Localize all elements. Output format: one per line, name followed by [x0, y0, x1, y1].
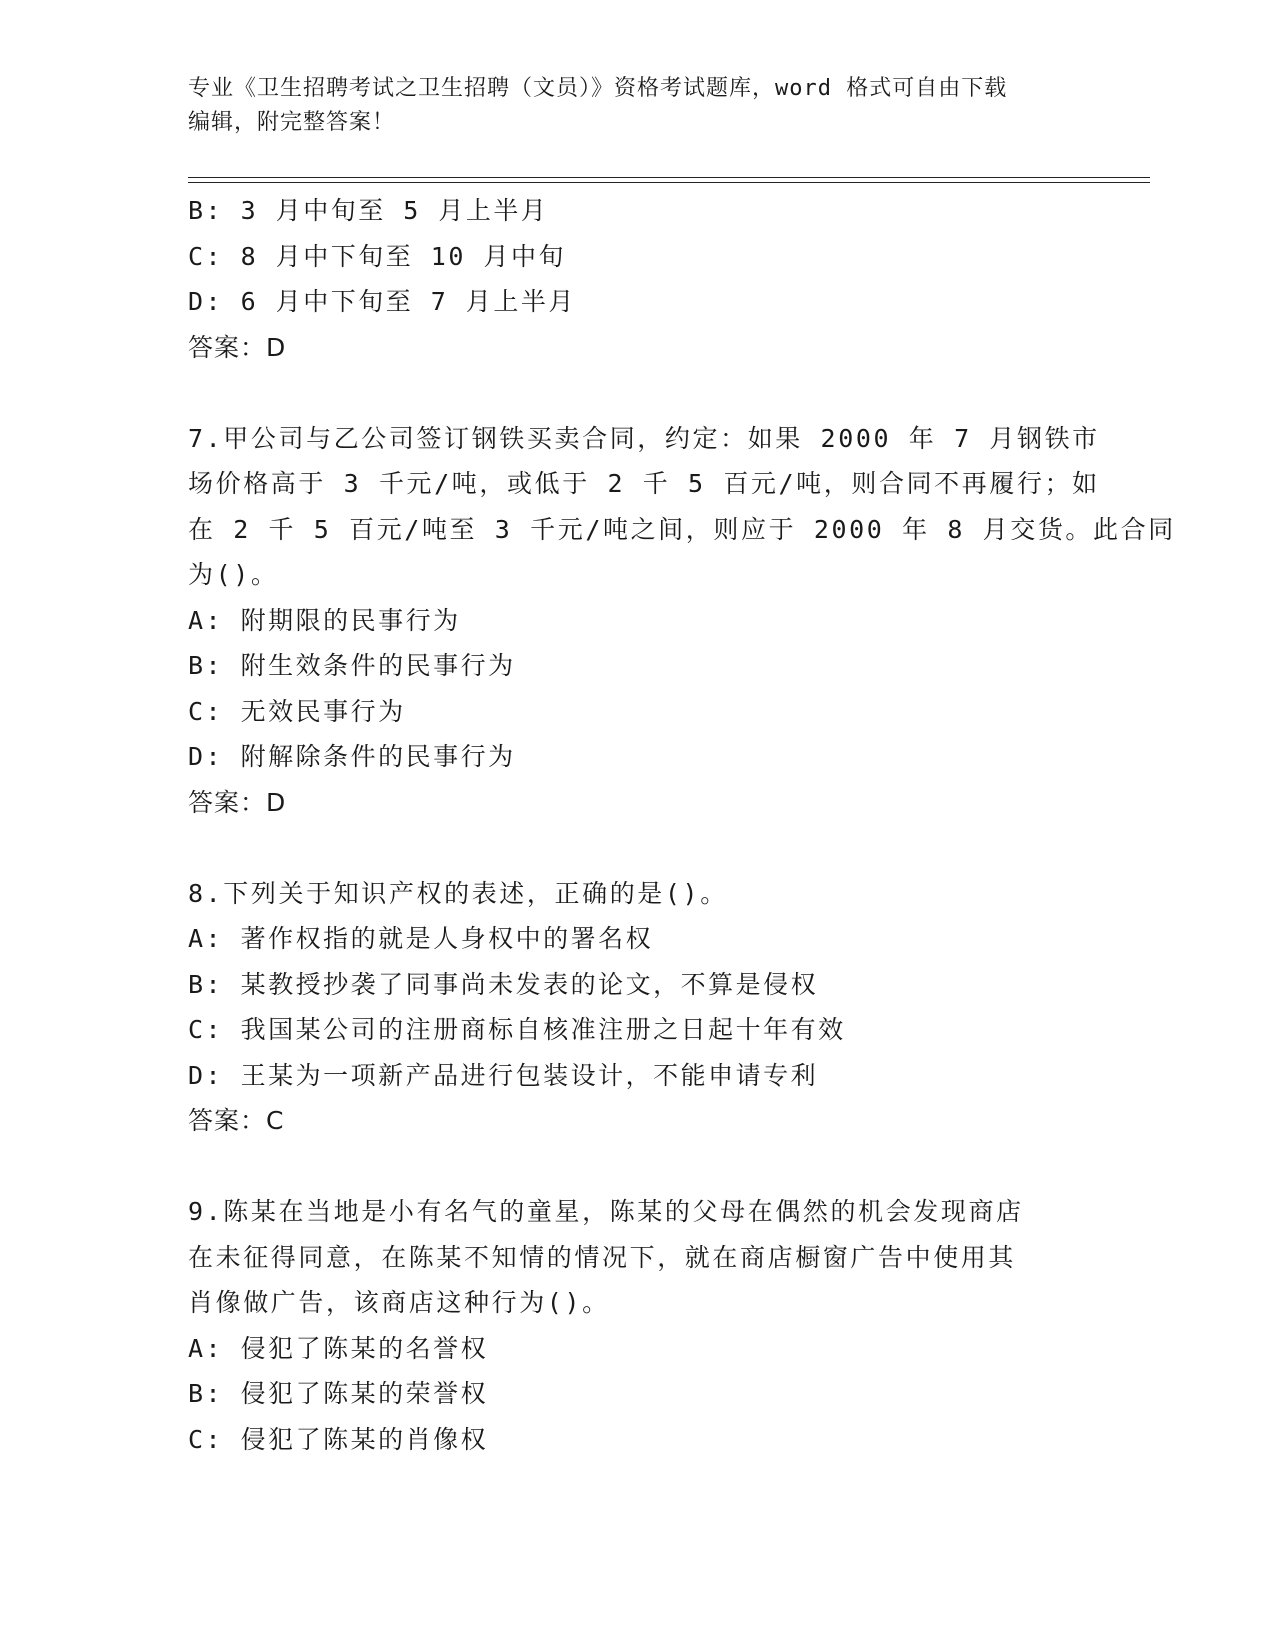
option-a: A: 附期限的民事行为: [188, 605, 461, 635]
option-c: C: 8 月中下旬至 10 月中旬: [188, 241, 566, 271]
question-stem: [188, 1189, 1088, 1326]
question-6-tail: [188, 188, 1088, 370]
option-c: C: 侵犯了陈某的肖像权: [188, 1424, 489, 1454]
header-divider-bottom: [188, 182, 1150, 183]
stem-line: 为()。: [188, 560, 279, 589]
option-c: C: 我国某公司的注册商标自核准注册之日起十年有效: [188, 1015, 846, 1044]
header-line-1: 专业《卫生招聘考试之卫生招聘（文员）》资格考试题库，word 格式可自由下载: [188, 76, 1008, 101]
spacer: [188, 1144, 1088, 1190]
question-8: [188, 871, 1088, 1144]
stem-line: 在未征得同意，在陈某不知情的情况下，就在商店橱窗广告中使用其: [188, 1242, 1017, 1272]
spacer: [188, 825, 1088, 871]
question-9: [188, 1189, 1088, 1462]
header-divider-top: [188, 177, 1150, 178]
stem-line: 在 2 千 5 百元/吨至 3 千元/吨之间，则应于 2000 年 8 月交货。此合同: [188, 514, 1176, 544]
question-content: [188, 188, 1176, 1462]
stem-line: 肖像做广告，该商店这种行为()。: [188, 1288, 610, 1317]
answer: 答案：C: [188, 1106, 285, 1135]
option-c: C: 无效民事行为: [188, 696, 406, 726]
option-a: A: 著作权指的就是人身权中的署名权: [188, 924, 654, 953]
option-d: D: 6 月中下旬至 7 月上半月: [188, 287, 576, 316]
question-stem: [188, 871, 1088, 917]
header-line-2: 编辑，附完整答案！: [188, 110, 396, 135]
stem-line: 8.下列关于知识产权的表述，正确的是()。: [188, 878, 728, 908]
spacer: [188, 370, 1088, 416]
question-7: [188, 416, 1176, 826]
option-d: D: 附解除条件的民事行为: [188, 742, 516, 771]
answer: 答案：D: [188, 332, 287, 362]
stem-line: 9.陈某在当地是小有名气的童星，陈某的父母在偶然的机会发现商店: [188, 1197, 1024, 1226]
option-a: A: 侵犯了陈某的名誉权: [188, 1333, 489, 1363]
stem-line: 7.甲公司与乙公司签订钢铁买卖合同，约定：如果 2000 年 7 月钢铁市: [188, 423, 1100, 453]
option-b: B: 附生效条件的民事行为: [188, 651, 516, 680]
option-b: B: 侵犯了陈某的荣誉权: [188, 1379, 489, 1408]
answer: 答案：D: [188, 787, 287, 817]
document-header: [188, 72, 1088, 140]
stem-line: 场价格高于 3 千元/吨，或低于 2 千 5 百元/吨，则合同不再履行；如: [188, 469, 1100, 498]
option-b: B: 某教授抄袭了同事尚未发表的论文，不算是侵权: [188, 969, 819, 999]
option-d: D: 王某为一项新产品进行包装设计，不能申请专利: [188, 1060, 819, 1090]
question-stem: [188, 416, 1176, 598]
option-b: B: 3 月中旬至 5 月上半月: [188, 196, 549, 225]
